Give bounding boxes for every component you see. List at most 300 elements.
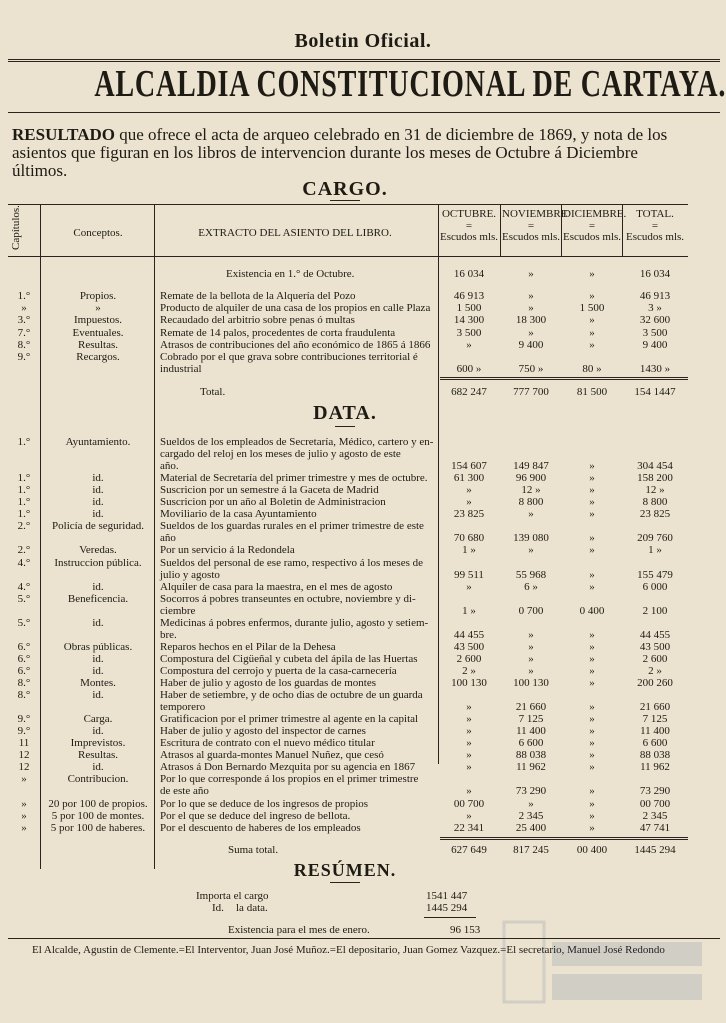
data-row bbox=[0, 785, 726, 797]
header-conceptos: Conceptos. bbox=[73, 227, 123, 239]
data-con: Ayuntamiento. bbox=[65, 436, 131, 448]
data-oct: » bbox=[466, 749, 472, 762]
data-oct: 1 » bbox=[462, 604, 476, 617]
data-ext: Por el que se deduce del ingreso de bellota. bbox=[160, 809, 351, 822]
data-ext: Gratificacion por el primer trimestre al agente en la capital bbox=[160, 713, 419, 726]
data-dic: » bbox=[589, 725, 595, 738]
cargo-row bbox=[0, 290, 726, 302]
cargo-con: Propios. bbox=[79, 290, 117, 302]
header-capitulos: Capítulos. bbox=[10, 205, 22, 250]
header-total: TOTAL. bbox=[636, 208, 674, 220]
data-dic: » bbox=[589, 749, 595, 762]
data-total-oct: 627 649 bbox=[451, 844, 487, 856]
data-dic: » bbox=[589, 701, 595, 714]
cargo-total-row bbox=[0, 386, 726, 398]
data-nov: 149 847 bbox=[513, 460, 549, 473]
data-nov: » bbox=[528, 640, 534, 653]
cargo-con: Impuestos. bbox=[74, 314, 122, 327]
data-cap: » bbox=[21, 773, 27, 786]
cargo-dic: 80 » bbox=[582, 363, 602, 376]
data-con: Instruccion pública. bbox=[54, 556, 142, 569]
data-ext: Compostura del Cigüeñal y cubeta del ápila de las Huertas bbox=[160, 652, 418, 665]
existencia-row bbox=[0, 268, 726, 280]
data-nov: 11 962 bbox=[516, 761, 546, 774]
data-cap: 12 bbox=[18, 749, 30, 762]
cargo-tot: 46 913 bbox=[639, 290, 671, 302]
data-nov: » bbox=[528, 544, 534, 557]
data-oct: » bbox=[466, 701, 472, 714]
data-con: Resultas. bbox=[77, 749, 119, 762]
data-cap: 6.° bbox=[17, 664, 31, 677]
cargo-tot: 3 » bbox=[648, 302, 662, 315]
data-row bbox=[0, 725, 726, 737]
data-tot: 43 500 bbox=[639, 640, 671, 653]
data-dic: » bbox=[589, 544, 595, 557]
cargo-sum-rule bbox=[440, 377, 688, 378]
data-oct: 44 455 bbox=[453, 628, 485, 641]
data-row bbox=[0, 448, 726, 460]
cargo-total-tot: 154 1447 bbox=[634, 386, 676, 398]
cargo-dic: » bbox=[589, 338, 595, 351]
intro-paragraph bbox=[12, 126, 687, 180]
data-dic: » bbox=[589, 640, 595, 653]
cargo-row bbox=[0, 327, 726, 339]
header-unit-tot: Escudos mls. bbox=[625, 231, 685, 243]
data-row bbox=[0, 532, 726, 544]
existencia-tot: 16 034 bbox=[639, 268, 671, 280]
data-nov: » bbox=[528, 797, 534, 810]
data-total-label: Suma total. bbox=[228, 844, 279, 856]
cargo-oct: 600 » bbox=[456, 363, 482, 376]
data-oct: » bbox=[466, 496, 472, 509]
data-oct: 1 » bbox=[462, 544, 476, 557]
data-total-dic: 00 400 bbox=[576, 844, 608, 856]
data-tot: 23 825 bbox=[639, 508, 671, 521]
data-nov: 2 345 bbox=[518, 809, 544, 822]
data-ext: Por lo que corresponde á los propios en el primer trimestre bbox=[160, 773, 419, 786]
cargo-dic: » bbox=[589, 326, 595, 339]
cargo-tot: 32 600 bbox=[639, 314, 671, 327]
data-ext: Haber de julio y agosto de los guardas de montes bbox=[160, 677, 376, 689]
data-dic: » bbox=[589, 809, 595, 822]
data-nov: 6 » bbox=[524, 580, 538, 593]
data-oct: » bbox=[466, 725, 472, 738]
data-nov: 55 968 bbox=[515, 568, 547, 581]
data-tot: 2 600 bbox=[642, 652, 668, 665]
data-oct: 99 511 bbox=[454, 568, 484, 581]
existencia-dic: » bbox=[589, 268, 595, 280]
cargo-oct: » bbox=[466, 338, 472, 351]
intro-lead: RESULTADO bbox=[12, 125, 115, 144]
data-tot: 44 455 bbox=[639, 628, 671, 641]
cargo-con: Eventuales. bbox=[72, 326, 124, 339]
data-cap: 4.° bbox=[17, 580, 31, 593]
data-row bbox=[0, 773, 726, 785]
data-row bbox=[0, 665, 726, 677]
resumen-title: RESÚMEN. bbox=[293, 860, 397, 880]
data-cap: 1.° bbox=[17, 484, 31, 497]
data-dic: » bbox=[589, 664, 595, 677]
data-ext: Por un servicio á la Redondela bbox=[160, 544, 295, 557]
data-row bbox=[0, 508, 726, 520]
data-row bbox=[0, 749, 726, 761]
data-cap: 1.° bbox=[17, 472, 31, 485]
cargo-con: » bbox=[95, 302, 101, 315]
data-ext: cargado del reloj en los meses de julio y agosto de este bbox=[160, 448, 401, 461]
data-ext: Escritura de contrato con el nuevo médico titular bbox=[160, 737, 375, 750]
data-nov: 96 900 bbox=[515, 472, 547, 485]
data-ext: Moviliario de la casa Ayuntamiento bbox=[160, 508, 317, 521]
data-cap: 4.° bbox=[17, 556, 31, 569]
data-oct: 70 680 bbox=[453, 532, 485, 545]
data-tot: 304 454 bbox=[637, 460, 673, 473]
cargo-dic: 1 500 bbox=[579, 302, 605, 315]
cargo-total-oct: 682 247 bbox=[451, 386, 487, 398]
cargo-total-label: Total. bbox=[200, 386, 226, 398]
data-con: Policía de seguridad. bbox=[52, 520, 144, 533]
existencia-nov: » bbox=[528, 268, 534, 280]
data-ext: Sueldos de los guardas rurales en el primer trimestre de este bbox=[160, 520, 424, 533]
data-row bbox=[0, 810, 726, 822]
data-dic: » bbox=[589, 484, 595, 497]
cargo-ext: Producto de alquiler de una casa de los propios en calle Plaza bbox=[160, 302, 431, 315]
data-oct: 23 825 bbox=[453, 508, 485, 521]
data-dic: » bbox=[589, 628, 595, 641]
cargo-cap: » bbox=[21, 302, 27, 315]
cargo-ext: industrial bbox=[160, 363, 202, 376]
data-row bbox=[0, 605, 726, 617]
data-cap: 1.° bbox=[17, 508, 31, 521]
data-ext: Haber de julio y agosto del inspector de carnes bbox=[160, 725, 366, 738]
cargo-nov: 9 400 bbox=[518, 338, 544, 351]
data-tot: 7 125 bbox=[642, 713, 668, 726]
resumen-cargo-label: Importa el cargo bbox=[196, 890, 269, 902]
data-con: id. bbox=[92, 689, 104, 702]
header-eq-dic: = bbox=[588, 220, 596, 232]
data-ext: Atrasos al guarda-montes Manuel Nuñez, que cesó bbox=[160, 749, 384, 762]
data-con: Obras públicas. bbox=[63, 640, 133, 653]
cargo-cap: 1.° bbox=[17, 290, 31, 302]
data-cap: » bbox=[21, 797, 27, 810]
cargo-oct: 46 913 bbox=[453, 290, 485, 302]
data-con: id. bbox=[92, 616, 104, 629]
data-ext: Por el descuento de haberes de los empleados bbox=[160, 821, 361, 834]
data-oct: » bbox=[466, 809, 472, 822]
header-octubre: OCTUBRE. bbox=[441, 208, 497, 220]
data-row bbox=[0, 641, 726, 653]
data-row bbox=[0, 520, 726, 532]
data-ext: Sueldos del personal de ese ramo, respectivo á los meses de bbox=[160, 556, 424, 569]
cargo-title: CARGO. bbox=[302, 178, 388, 200]
data-con: id. bbox=[92, 508, 104, 521]
data-oct: 2 600 bbox=[456, 652, 482, 665]
data-con: Imprevistos. bbox=[70, 737, 126, 750]
data-ext: julio y agosto bbox=[160, 568, 220, 581]
data-total-nov: 817 245 bbox=[513, 844, 549, 856]
data-oct: 154 607 bbox=[451, 460, 487, 473]
cargo-sum-rule-2 bbox=[440, 379, 688, 380]
data-oct: » bbox=[466, 580, 472, 593]
data-tot: 8 800 bbox=[642, 496, 668, 509]
data-con: id. bbox=[92, 484, 104, 497]
data-con: id. bbox=[92, 761, 104, 774]
data-oct: 00 700 bbox=[453, 797, 485, 810]
footer-signatures: El Alcalde, Agustin de Clemente.=El Interventor, Juan José Muñoz.=El depositario, Juan Gomez Vazquez.=El secretario, Manuel José Redondo bbox=[32, 944, 665, 956]
cargo-cap: 8.° bbox=[17, 338, 31, 351]
data-con: id. bbox=[92, 664, 104, 677]
data-total-row bbox=[0, 844, 726, 856]
header-extracto: EXTRACTO DEL ASIENTO DEL LIBRO. bbox=[198, 227, 392, 239]
data-nov: 88 038 bbox=[515, 749, 547, 762]
data-dic: » bbox=[589, 652, 595, 665]
data-row bbox=[0, 653, 726, 665]
data-con: Montes. bbox=[80, 677, 116, 689]
data-nov: 8 800 bbox=[518, 496, 544, 509]
data-oct: » bbox=[466, 785, 472, 798]
data-sum-rule bbox=[440, 837, 688, 838]
data-dic: » bbox=[589, 580, 595, 593]
main-title: ALCALDIA CONSTITUCIONAL DE CARTAYA. bbox=[94, 63, 726, 105]
header-noviembre: NOVIEMBRE bbox=[502, 208, 568, 220]
data-row bbox=[0, 593, 726, 605]
data-tot: 158 200 bbox=[637, 472, 673, 485]
data-ext: Suscricion por un semestre á la Gaceta de Madrid bbox=[160, 484, 379, 497]
data-cap: 12 bbox=[18, 761, 30, 774]
data-ext: año bbox=[160, 532, 176, 545]
cargo-nov: » bbox=[528, 302, 534, 315]
intro-text: que ofrece el acta de arqueo celebrado en 31 de diciembre de 1869, y nota de los asientos que figuran en los libros de intervencion durante los meses de Octubre á Diciembre últimos. bbox=[12, 125, 668, 180]
data-nov: » bbox=[528, 652, 534, 665]
data-ext: ciembre bbox=[160, 604, 196, 617]
data-oct: » bbox=[466, 484, 472, 497]
data-nov: 100 130 bbox=[513, 677, 549, 689]
data-ext: año. bbox=[160, 460, 179, 473]
data-ext: Suscricion por un año al Boletin de Administracion bbox=[160, 496, 386, 509]
cargo-row bbox=[0, 363, 726, 375]
data-row bbox=[0, 761, 726, 773]
cargo-nov: » bbox=[528, 290, 534, 302]
data-con: id. bbox=[92, 496, 104, 509]
data-total-tot: 1445 294 bbox=[634, 844, 676, 856]
data-con: 5 por 100 de montes. bbox=[51, 809, 145, 822]
resumen-cargo-row bbox=[0, 890, 726, 902]
data-row bbox=[0, 557, 726, 569]
data-row bbox=[0, 701, 726, 713]
data-ext: Reparos hechos en el Pilar de la Dehesa bbox=[160, 640, 336, 653]
cargo-cap: 7.° bbox=[17, 326, 31, 339]
data-nov: » bbox=[528, 664, 534, 677]
data-dic: » bbox=[589, 761, 595, 774]
header-diciembre: DICIEMBRE. bbox=[563, 208, 627, 220]
resumen-data-label-b: la data. bbox=[236, 902, 268, 914]
data-ext: Haber de setiembre, y de ocho dias de octubre de un guarda bbox=[160, 689, 423, 702]
data-nov: 139 080 bbox=[513, 532, 549, 545]
cargo-con: Resultas. bbox=[77, 338, 119, 351]
cargo-row bbox=[0, 351, 726, 363]
data-con: id. bbox=[92, 580, 104, 593]
data-ext: Material de Secretaría del primer trimestre y mes de octubre. bbox=[160, 472, 428, 485]
cargo-con: Recargos. bbox=[76, 351, 120, 363]
data-sum-rule-2 bbox=[440, 839, 688, 840]
data-cap: 6.° bbox=[17, 652, 31, 665]
data-row bbox=[0, 677, 726, 689]
data-oct: 61 300 bbox=[453, 472, 485, 485]
data-oct: 43 500 bbox=[453, 640, 485, 653]
data-nov: 0 700 bbox=[518, 604, 544, 617]
data-row bbox=[0, 496, 726, 508]
data-dic: » bbox=[589, 496, 595, 509]
data-title: DATA. bbox=[313, 402, 377, 424]
cargo-ext: Recaudado del arbitrio sobre penas ó multas bbox=[160, 314, 355, 327]
data-tot: 155 479 bbox=[637, 568, 673, 581]
data-ext: Sueldos de los empleados de Secretaría, Médico, cartero y en- bbox=[160, 436, 434, 448]
header-unit-nov: Escudos mls. bbox=[502, 231, 561, 243]
data-oct: 22 341 bbox=[453, 821, 485, 834]
data-cap: » bbox=[21, 809, 27, 822]
data-ext: Alquiler de casa para la maestra, en el mes de agosto bbox=[160, 580, 393, 593]
data-cap: 1.° bbox=[17, 496, 31, 509]
existencia-oct: 16 034 bbox=[453, 268, 485, 280]
library-watermark bbox=[500, 912, 710, 1012]
data-row bbox=[0, 798, 726, 810]
cargo-tot: 3 500 bbox=[642, 326, 668, 339]
cargo-tot: 1430 » bbox=[639, 363, 671, 376]
header-title: Boletin Oficial. bbox=[294, 30, 432, 52]
cargo-tot: 9 400 bbox=[642, 338, 668, 351]
data-tot: 2 » bbox=[648, 664, 662, 677]
data-con: Beneficencia. bbox=[67, 592, 129, 605]
cargo-oct: 14 300 bbox=[453, 314, 485, 327]
cargo-ext: Remate de la bellota de la Alquería del Pozo bbox=[160, 290, 356, 302]
data-oct: 100 130 bbox=[451, 677, 487, 689]
data-ext: Compostura del cerrojo y puerta de la casa-carnecería bbox=[160, 664, 397, 677]
data-cap: 5.° bbox=[17, 592, 31, 605]
data-ext: temporero bbox=[160, 701, 206, 714]
data-nov: 11 400 bbox=[516, 725, 546, 738]
data-dic: » bbox=[589, 568, 595, 581]
data-tot: 11 962 bbox=[640, 761, 670, 774]
cargo-dic: » bbox=[589, 314, 595, 327]
data-cap: 2.° bbox=[17, 520, 31, 533]
data-ext: bre. bbox=[160, 628, 177, 641]
header-eq-tot: = bbox=[651, 220, 659, 232]
data-tot: 2 100 bbox=[642, 604, 668, 617]
data-row bbox=[0, 569, 726, 581]
cargo-oct: 1 500 bbox=[456, 302, 482, 315]
data-row bbox=[0, 544, 726, 556]
data-tot: 21 660 bbox=[639, 701, 671, 714]
resumen-title-rule bbox=[330, 882, 360, 883]
data-tot: 209 760 bbox=[637, 532, 673, 545]
data-tot: 00 700 bbox=[639, 797, 671, 810]
data-con: Carga. bbox=[83, 713, 113, 726]
resumen-cargo-value: 1541 447 bbox=[426, 890, 468, 902]
data-oct: » bbox=[466, 737, 472, 750]
title-rule bbox=[8, 112, 720, 113]
data-ext: Medicinas á pobres enfermos, durante julio, agosto y setiem- bbox=[160, 616, 429, 629]
header-eq-nov: = bbox=[527, 220, 535, 232]
data-row bbox=[0, 460, 726, 472]
header-unit-dic: Escudos mls. bbox=[563, 231, 622, 243]
data-row bbox=[0, 472, 726, 484]
data-nov: 12 » bbox=[521, 484, 541, 497]
data-con: Veredas. bbox=[79, 544, 117, 557]
data-row bbox=[0, 581, 726, 593]
data-con: id. bbox=[92, 472, 104, 485]
data-con: id. bbox=[92, 652, 104, 665]
data-dic: » bbox=[589, 797, 595, 810]
cargo-total-nov: 777 700 bbox=[513, 386, 549, 398]
cargo-ext: Remate de 14 palos, procedentes de corta fraudulenta bbox=[160, 326, 396, 339]
data-cap: » bbox=[21, 821, 27, 834]
data-cap: 5.° bbox=[17, 616, 31, 629]
data-cap: 6.° bbox=[17, 640, 31, 653]
data-ext: Socorros á pobres transeuntes en octubre, noviembre y di- bbox=[160, 592, 416, 605]
data-oct: » bbox=[466, 713, 472, 726]
table-top-rule bbox=[8, 204, 688, 205]
cargo-nov: 18 300 bbox=[515, 314, 547, 327]
resumen-existencia-label: Existencia para el mes de enero. bbox=[228, 924, 370, 936]
data-dic: » bbox=[589, 472, 595, 485]
data-tot: 2 345 bbox=[642, 809, 668, 822]
data-cap: 9.° bbox=[17, 713, 31, 726]
resumen-data-label-a: Id. bbox=[212, 902, 224, 914]
cargo-total-dic: 81 500 bbox=[576, 386, 608, 398]
data-cap: 8.° bbox=[17, 677, 31, 689]
existencia-label: Existencia en 1.° de Octubre. bbox=[226, 268, 355, 280]
data-ext: de este año bbox=[160, 785, 209, 798]
data-tot: 6 000 bbox=[642, 580, 668, 593]
data-tot: 88 038 bbox=[639, 749, 671, 762]
cargo-cap: 9.° bbox=[17, 351, 31, 363]
header-unit-oct: Escudos mls. bbox=[440, 231, 499, 243]
data-row bbox=[0, 737, 726, 749]
data-tot: 6 600 bbox=[642, 737, 668, 750]
resumen-existencia-value: 96 153 bbox=[450, 924, 481, 936]
data-dic: » bbox=[589, 460, 595, 473]
cargo-oct: 3 500 bbox=[456, 326, 482, 339]
cargo-row bbox=[0, 314, 726, 326]
data-dic: » bbox=[589, 532, 595, 545]
data-oct: » bbox=[466, 761, 472, 774]
cargo-ext: Atrasos de contribuciones del año económico de 1865 á 1866 bbox=[160, 338, 431, 351]
data-dic: » bbox=[589, 713, 595, 726]
data-cap: 11 bbox=[18, 737, 30, 750]
data-tot: 1 » bbox=[648, 544, 662, 557]
data-cap: 1.° bbox=[17, 436, 31, 448]
data-cap: 9.° bbox=[17, 725, 31, 738]
cargo-row bbox=[0, 339, 726, 351]
data-row bbox=[0, 713, 726, 725]
data-nov: 73 290 bbox=[515, 785, 547, 798]
data-tot: 200 260 bbox=[637, 677, 673, 689]
data-dic: » bbox=[589, 737, 595, 750]
data-dic: » bbox=[589, 821, 595, 834]
data-nov: 6 600 bbox=[518, 737, 544, 750]
data-row bbox=[0, 617, 726, 629]
cargo-cap: 3.° bbox=[17, 314, 31, 327]
data-row bbox=[0, 822, 726, 834]
data-tot: 11 400 bbox=[640, 725, 670, 738]
resumen-rule bbox=[424, 917, 476, 918]
data-row bbox=[0, 689, 726, 701]
col-divider-oct bbox=[500, 204, 501, 256]
header-bottom-rule bbox=[8, 256, 688, 257]
data-nov: » bbox=[528, 508, 534, 521]
data-tot: 12 » bbox=[645, 484, 665, 497]
data-dic: 0 400 bbox=[579, 604, 605, 617]
data-cap: 8.° bbox=[17, 689, 31, 702]
